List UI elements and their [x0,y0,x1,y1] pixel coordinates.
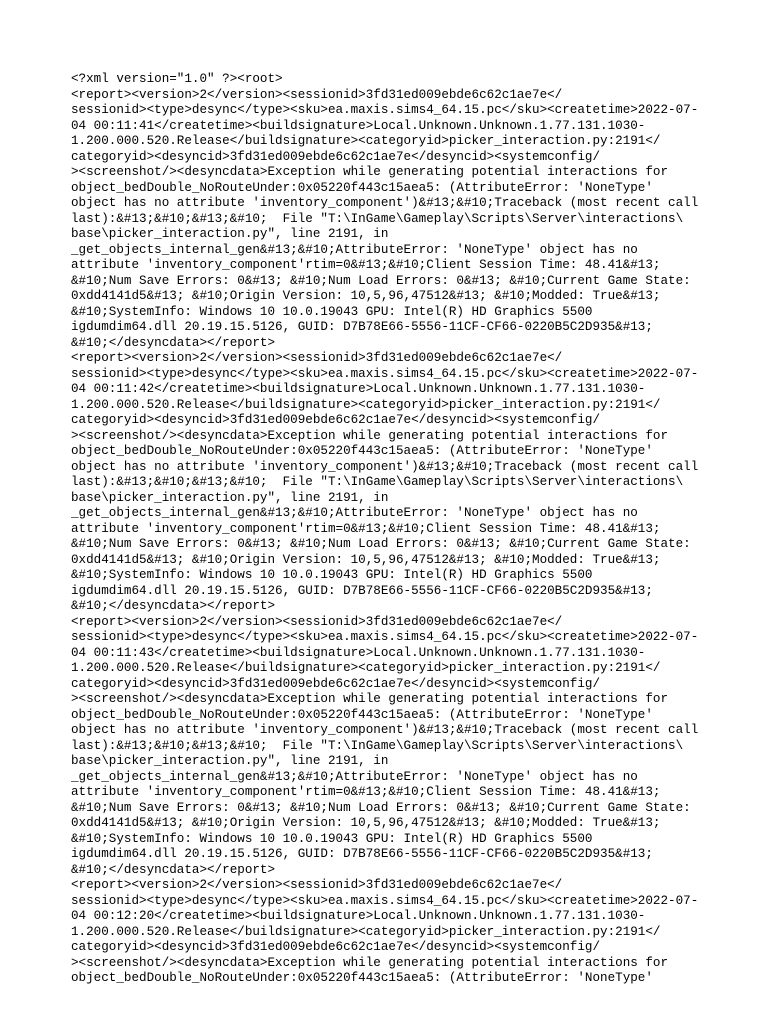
text-line: base\picker_interaction.py", line 2191, in [71,227,389,241]
text-line: _get_objects_internal_gen&#13;&#10;AttributeError: 'NoneType' object has no [71,769,638,784]
text-line: 0xdd4141d5&#13; &#10;Origin Version: 10,5,96,47512&#13; &#10;Modded: True&#13; [71,552,661,567]
text-line: object has no attribute 'inventory_component')&#13;&#10;Traceback (most recent call [71,723,699,737]
text-line: igdumdim64.dll 20.19.15.5126, GUID: D7B78E66-5556-11CF-CF66-0220B5C2D935&#13; [71,320,653,334]
text-line: categoryid><desyncid>3fd31ed009ebde6c62c1ae7e</desyncid><systemconfig/ [71,676,601,691]
text-line: categoryid><desyncid>3fd31ed009ebde6c62c1ae7e</desyncid><systemconfig/ [71,413,601,427]
text-line: last):&#13;&#10;&#13;&#10; File "T:\InGame\Gameplay\Scripts\Server\interactions\ [71,211,684,226]
text-line: attribute 'inventory_component'rtim=0&#13;&#10;Client Session Time: 48.41&#13; [71,521,661,536]
text-line: 04 00:11:43</createtime><buildsignature>Local.Unknown.Unknown.1.77.131.1030- [71,645,646,660]
text-line: <report><version>2</version><sessionid>3fd31ed009ebde6c62c1ae7e</ [71,614,563,629]
text-line: &#10;</desyncdata></report> [71,335,276,350]
text-line: &#10;SystemInfo: Windows 10 10.0.19043 GPU: Intel(R) HD Graphics 5500 [71,568,593,582]
text-line: object has no attribute 'inventory_component')&#13;&#10;Traceback (most recent call [71,459,699,474]
text-line: ><screenshot/><desyncdata>Exception while generating potential interactions for [71,692,669,706]
document-text [71,72,711,987]
text-line: ><screenshot/><desyncdata>Exception while generating potential interactions for [71,955,669,970]
text-line: 0xdd4141d5&#13; &#10;Origin Version: 10,5,96,47512&#13; &#10;Modded: True&#13; [71,289,661,303]
text-line: igdumdim64.dll 20.19.15.5126, GUID: D7B78E66-5556-11CF-CF66-0220B5C2D935&#13; [71,583,653,598]
text-line: 04 00:11:42</createtime><buildsignature>Local.Unknown.Unknown.1.77.131.1030- [71,382,646,396]
text-line: attribute 'inventory_component'rtim=0&#13;&#10;Client Session Time: 48.41&#13; [71,258,661,272]
text-line: &#10;SystemInfo: Windows 10 10.0.19043 GPU: Intel(R) HD Graphics 5500 [71,304,593,319]
text-line: sessionid><type>desync</type><sku>ea.maxis.sims4_64.15.pc</sku><createtime>2022-07- [71,103,699,117]
text-line: <?xml version="1.0" ?><root> [71,72,283,86]
text-line: 1.200.000.520.Release</buildsignature><categoryid>picker_interaction.py:2191</ [71,134,661,148]
text-line: sessionid><type>desync</type><sku>ea.maxis.sims4_64.15.pc</sku><createtime>2022-07- [71,366,699,381]
text-line: <report><version>2</version><sessionid>3fd31ed009ebde6c62c1ae7e</ [71,878,563,892]
text-line: <report><version>2</version><sessionid>3fd31ed009ebde6c62c1ae7e</ [71,351,563,365]
text-line: object has no attribute 'inventory_component')&#13;&#10;Traceback (most recent call [71,196,699,210]
text-line: &#10;</desyncdata></report> [71,862,276,877]
text-line: sessionid><type>desync</type><sku>ea.maxis.sims4_64.15.pc</sku><createtime>2022-07- [71,630,699,644]
text-line: object_bedDouble_NoRouteUnder:0x05220f443c15aea5: (AttributeError: 'NoneType' [71,971,653,985]
text-line: attribute 'inventory_component'rtim=0&#13;&#10;Client Session Time: 48.41&#13; [71,785,661,799]
text-line: <report><version>2</version><sessionid>3fd31ed009ebde6c62c1ae7e</ [71,87,563,102]
text-line: 04 00:12:20</createtime><buildsignature>Local.Unknown.Unknown.1.77.131.1030- [71,909,646,923]
text-line: 1.200.000.520.Release</buildsignature><categoryid>picker_interaction.py:2191</ [71,397,661,412]
text-line: categoryid><desyncid>3fd31ed009ebde6c62c1ae7e</desyncid><systemconfig/ [71,149,601,164]
text-line: categoryid><desyncid>3fd31ed009ebde6c62c1ae7e</desyncid><systemconfig/ [71,940,601,954]
text-line: base\picker_interaction.py", line 2191, in [71,490,389,505]
text-line: &#10;Num Save Errors: 0&#13; &#10;Num Load Errors: 0&#13; &#10;Current Game State: [71,537,691,551]
text-line: object_bedDouble_NoRouteUnder:0x05220f443c15aea5: (AttributeError: 'NoneType' [71,444,653,458]
text-line: &#10;</desyncdata></report> [71,599,276,613]
text-line: 0xdd4141d5&#13; &#10;Origin Version: 10,5,96,47512&#13; &#10;Modded: True&#13; [71,816,661,830]
text-line: &#10;SystemInfo: Windows 10 10.0.19043 GPU: Intel(R) HD Graphics 5500 [71,831,593,846]
text-line: &#10;Num Save Errors: 0&#13; &#10;Num Load Errors: 0&#13; &#10;Current Game State: [71,273,691,288]
text-line: ><screenshot/><desyncdata>Exception while generating potential interactions for [71,428,669,443]
text-line: 1.200.000.520.Release</buildsignature><categoryid>picker_interaction.py:2191</ [71,661,661,675]
text-line: last):&#13;&#10;&#13;&#10; File "T:\InGame\Gameplay\Scripts\Server\interactions\ [71,738,684,753]
text-line: _get_objects_internal_gen&#13;&#10;AttributeError: 'NoneType' object has no [71,242,638,257]
text-line: igdumdim64.dll 20.19.15.5126, GUID: D7B78E66-5556-11CF-CF66-0220B5C2D935&#13; [71,847,653,861]
text-line: 04 00:11:41</createtime><buildsignature>Local.Unknown.Unknown.1.77.131.1030- [71,118,646,133]
text-line: _get_objects_internal_gen&#13;&#10;AttributeError: 'NoneType' object has no [71,506,638,520]
text-line: base\picker_interaction.py", line 2191, in [71,754,389,768]
text-line: object_bedDouble_NoRouteUnder:0x05220f443c15aea5: (AttributeError: 'NoneType' [71,707,653,722]
text-line: ><screenshot/><desyncdata>Exception while generating potential interactions for [71,165,669,179]
text-line: 1.200.000.520.Release</buildsignature><categoryid>picker_interaction.py:2191</ [71,924,661,939]
text-line: object_bedDouble_NoRouteUnder:0x05220f443c15aea5: (AttributeError: 'NoneType' [71,180,653,195]
text-line: last):&#13;&#10;&#13;&#10; File "T:\InGame\Gameplay\Scripts\Server\interactions\ [71,475,684,489]
text-line: &#10;Num Save Errors: 0&#13; &#10;Num Load Errors: 0&#13; &#10;Current Game State: [71,800,691,815]
text-line: sessionid><type>desync</type><sku>ea.maxis.sims4_64.15.pc</sku><createtime>2022-07- [71,893,699,908]
